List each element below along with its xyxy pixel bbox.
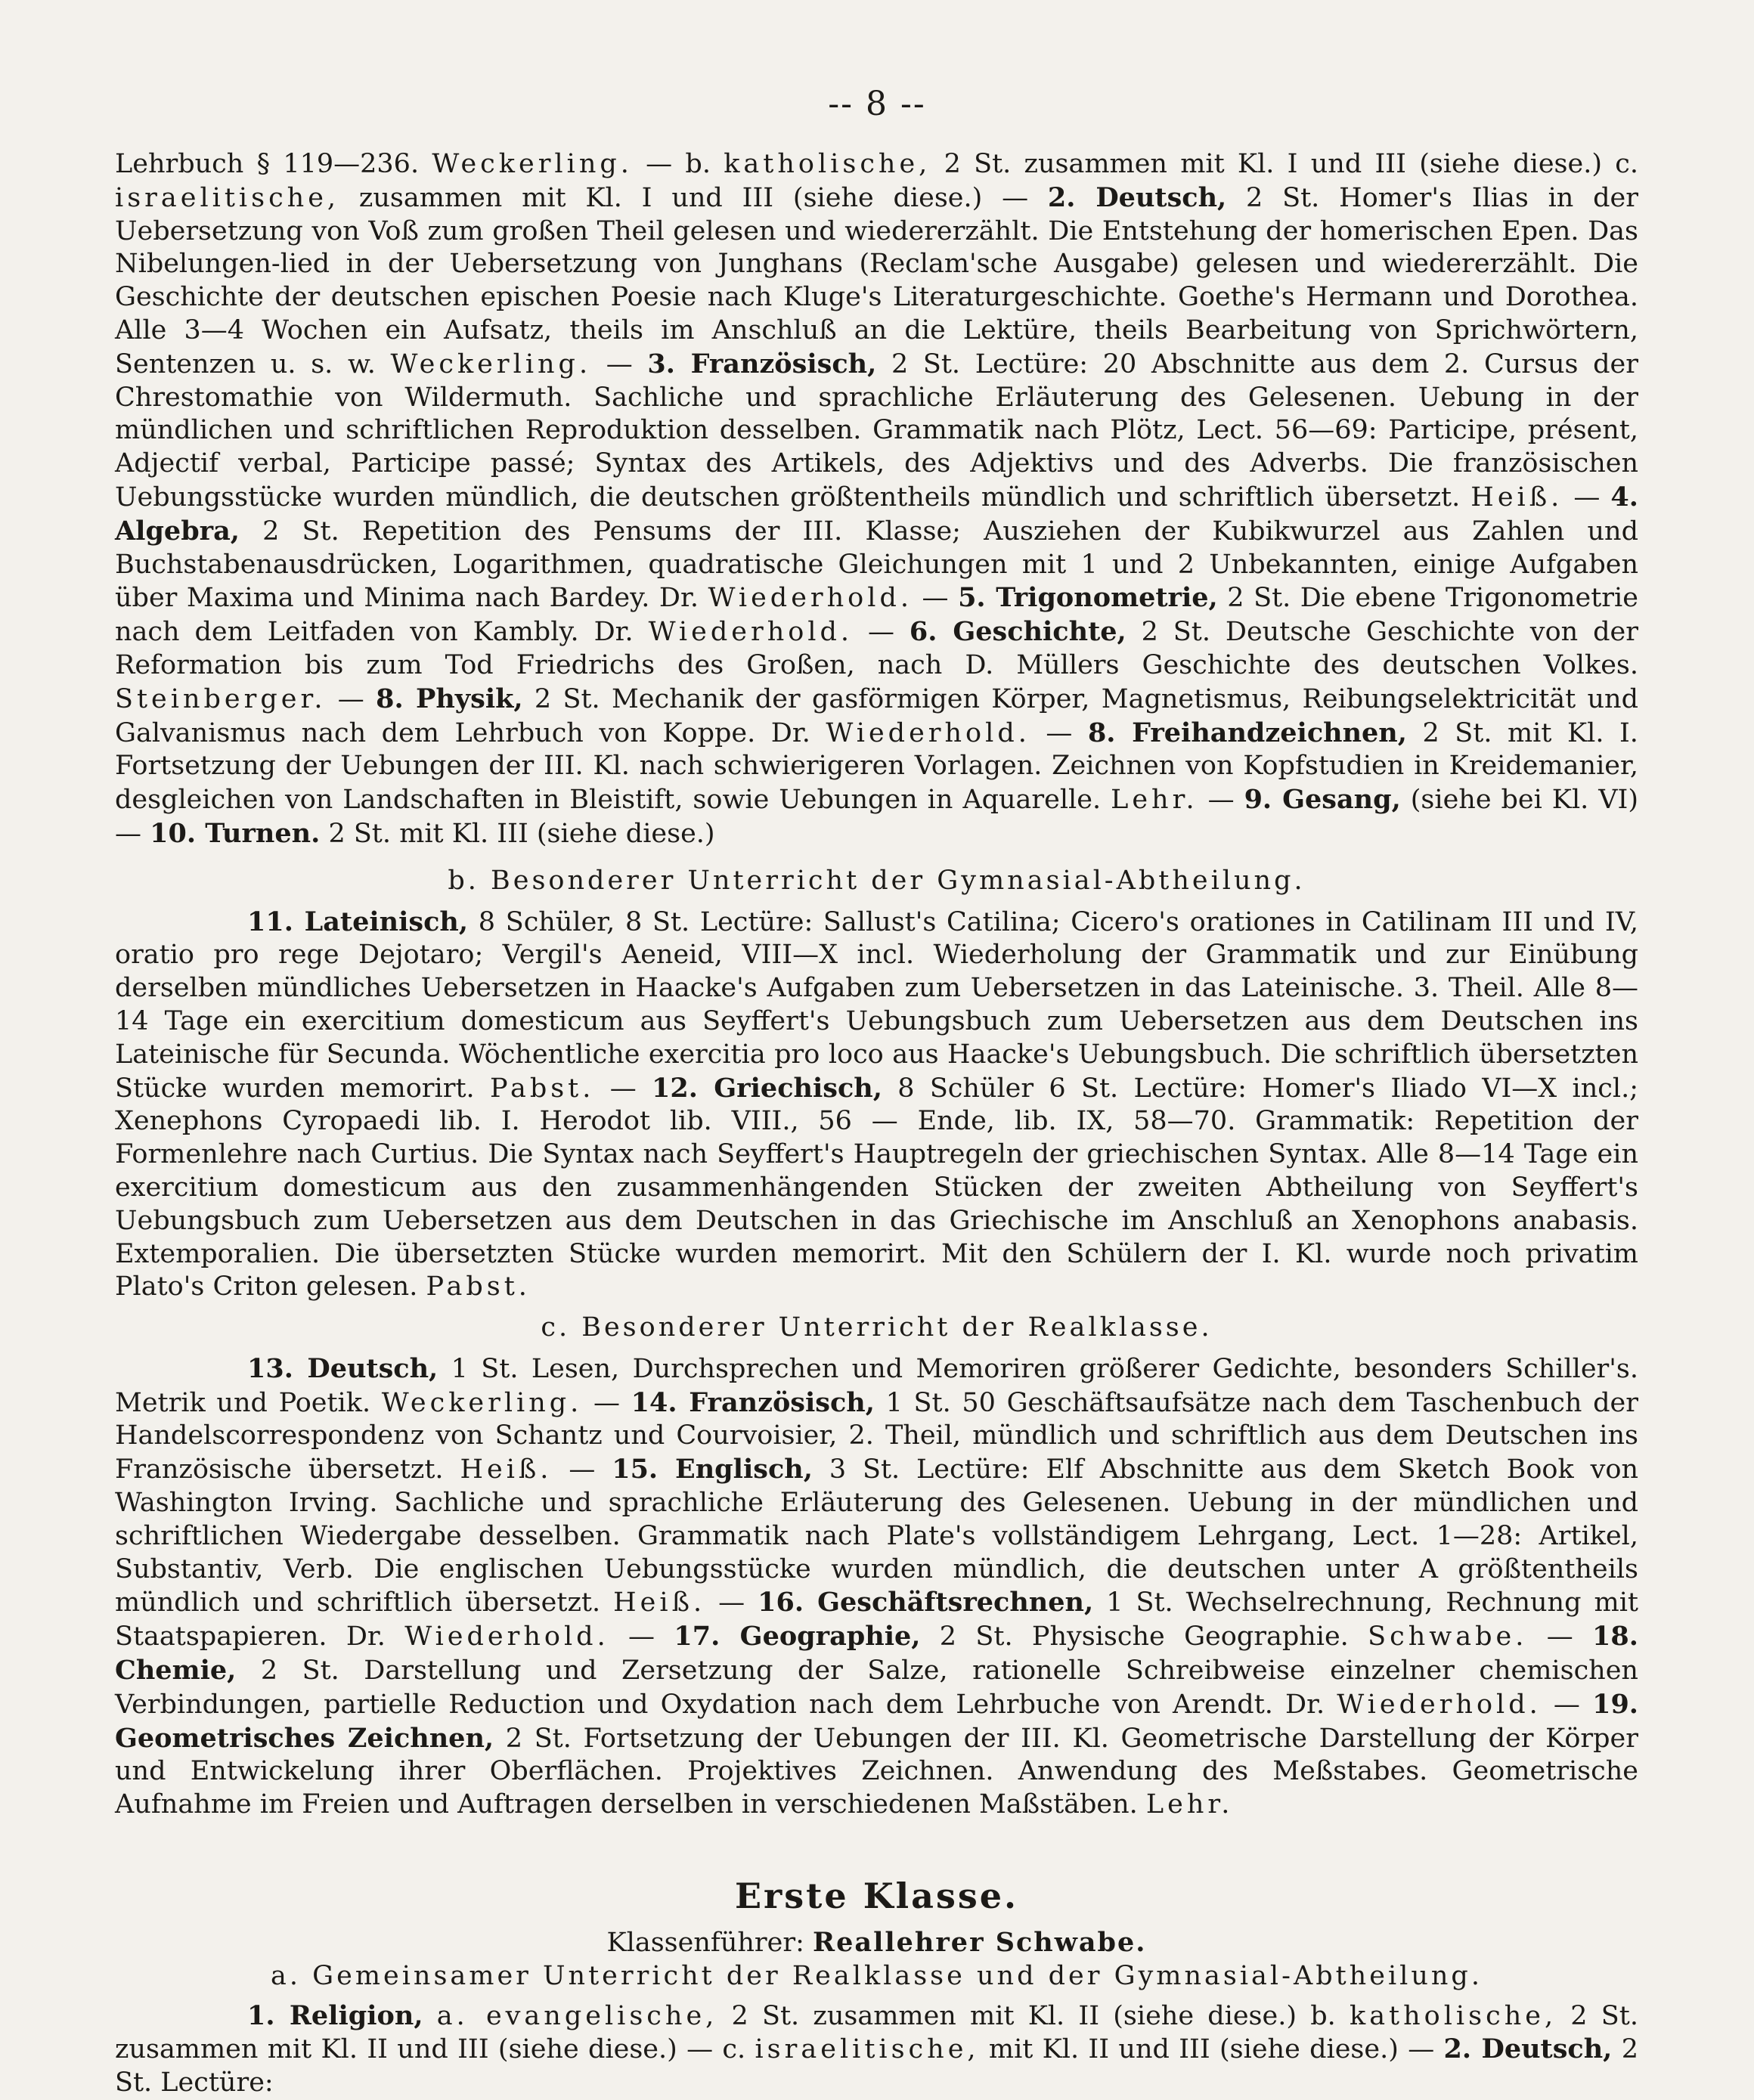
teacher-name: Wiederhold. bbox=[826, 717, 1030, 748]
class-title: Erste Klasse. bbox=[734, 1875, 1019, 1917]
paragraph-gymnasial bbox=[115, 906, 1638, 1305]
text-run: 3 St. Lectüre: Elf Abschnitte aus dem Sketch Book von Washington Irving. Sachliche und sprachliche Erläuterung des Gelesenen. Uebung in der mündlichen und schriftlichen Wiedergabe desselben. Grammatik nach Plate's vollständigem Lehrgang, Lect. 1—28: Artikel, Substantiv, Verb. Die englischen Uebungsstücke wurden mündlich, die deutschen unter A größtentheils mündlich und schriftlich übersetzt. bbox=[115, 1454, 1638, 1618]
text-run-spaced: israelitische, bbox=[755, 2034, 980, 2065]
subject-heading: 18. Chemie, bbox=[115, 1621, 1638, 1687]
text-run: 2 St. zusammen mit Kl. II (siehe diese.) b. bbox=[731, 2000, 1336, 2031]
text-run: 2 St. mit Kl. I. Fortsetzung der Uebungen der III. Kl. nach schwierigeren Vorlagen. Zeichnen von Kopfstudien in Kreidemanier, desgleichen von Landschaften in Bleistift, sowie Uebungen in Aquarelle. bbox=[115, 717, 1638, 816]
subject-heading: 1. Religion, bbox=[247, 1999, 423, 2031]
subject-heading: 12. Griechisch, bbox=[652, 1072, 882, 1104]
teacher-name: Steinberger. bbox=[115, 683, 327, 714]
text-run: 2 St. Repetition des Pensums der III. Klasse; Ausziehen der Kubikwurzel aus Zahlen und Buchstabenausdrücken, Logarithmen, quadratische Gleichungen mit 1 und 2 Unbekannten, einige Aufgaben über Maxima und Minima nach Bardey. Dr. bbox=[115, 516, 1638, 614]
text-run: mit Kl. II und III (siehe diese.) — bbox=[988, 2034, 1435, 2065]
text-run: — bbox=[593, 1387, 620, 1418]
text-run: — bbox=[922, 583, 949, 614]
text-run-spaced: katholische, bbox=[1349, 2000, 1557, 2031]
subject-heading: 17. Geographie, bbox=[674, 1621, 921, 1652]
subject-heading: 8. Freihandzeichnen, bbox=[1087, 717, 1407, 748]
section-heading-gemeinsam: a. Gemeinsamer Unterricht der Realklasse und der Gymnasial-Abtheilung. bbox=[271, 1960, 1483, 1991]
text-run: 2 St. Lectüre: bbox=[115, 2034, 1638, 2098]
subject-heading: 16. Geschäftsrechnen, bbox=[758, 1587, 1094, 1618]
text-run: — bbox=[867, 617, 894, 648]
text-run: 2 St. Deutsche Geschichte von der Reformation bis zum Tod Friedrichs des Großen, nach D. Müllers Geschichte des deutschen Volkes. bbox=[115, 617, 1638, 680]
class-leader bbox=[115, 1926, 1638, 1960]
text-run: 2 St. Fortsetzung der Uebungen der III. Kl. Geometrische Darstellung der Körper und Entwickelung ihrer Oberflächen. Projektives Zeichnen. Anwendung des Meßstabes. Geometrische Aufnahme im Freien und Auftragen derselben in verschiedenen Maßstäben. bbox=[115, 1723, 1638, 1820]
teacher-name: Wiederhold. bbox=[708, 583, 913, 614]
subject-heading: 2. Deutsch, bbox=[1047, 181, 1227, 213]
text-run: 2 St. Darstellung und Zersetzung der Salze, rationelle Schreibweise einzelner chemischen Verbindungen, partielle Reduction und Oxydation nach dem Lehrbuche von Arendt. Dr. bbox=[115, 1656, 1638, 1720]
subject-heading: 9. Gesang, bbox=[1244, 784, 1401, 816]
class-leader-name: Reallehrer Schwabe. bbox=[813, 1927, 1147, 1959]
subject-heading: 19. Geometrisches Zeichnen, bbox=[115, 1688, 1638, 1754]
text-run: — bbox=[628, 1621, 655, 1652]
text-run: — bbox=[569, 1454, 596, 1485]
subject-heading: 14. Französisch, bbox=[631, 1386, 875, 1418]
paragraph-erste-klasse bbox=[115, 1999, 1638, 2100]
section-heading-gymnasial: b. Besonderer Unterricht der Gymnasial-Abtheilung. bbox=[448, 865, 1306, 896]
subject-heading: 11. Lateinisch, bbox=[247, 906, 469, 937]
subject-heading: 13. Deutsch, bbox=[247, 1352, 438, 1384]
text-run-spaced: a. evangelische, bbox=[436, 2000, 718, 2031]
text-run: — bbox=[718, 1587, 745, 1618]
teacher-name: Weckerling. bbox=[381, 1387, 583, 1418]
teacher-name: Wiederhold. bbox=[648, 617, 854, 648]
text-run: — bbox=[1546, 1621, 1573, 1652]
text-run: 8 Schüler, 8 St. Lectüre: Sallust's Catilina; Cicero's orationes in Catilinam III und IV, oratio pro rege Dejotaro; Vergil's Aeneid, VIII—X incl. Wiederholung der Grammatik und zur Einübung derselben mündliches Uebersetzen in Haacke's Aufgaben zum Uebersetzen in das Lateinische. 3. Theil. Alle 8—14 Tage ein exercitium domesticum aus Seyffert's Uebungsbuch zum Uebersetzen aus dem Deutschen ins Lateinische für Secunda. Wöchentliche exercitia pro loco aus Haacke's Uebungsbuch. Die schriftlich übersetzten Stücke wurden memorirt. bbox=[115, 906, 1638, 1104]
text-run: 2 St. Physische Geographie. bbox=[939, 1621, 1349, 1652]
text-run: — bbox=[606, 348, 633, 379]
subject-heading: 6. Geschichte, bbox=[909, 616, 1126, 648]
teacher-name: Weckerling. bbox=[390, 348, 592, 379]
text-run: 2 St. Mechanik der gasförmigen Körper, Magnetismus, Reibungselektricität und Galvanismus nach dem Lehrbuch von Koppe. Dr. bbox=[115, 683, 1638, 748]
text-run: 8 Schüler 6 St. Lectüre: Homer's Iliado VI—X incl.; Xenephons Cyropaedi lib. I. Herodot lib. VIII., 56 — Ende, lib. IX, 58—70. Grammatik: Repetition der Formenlehre nach Curtius. Die Syntax nach Seyffert's Hauptregeln der griechischen Syntax. Alle 8—14 Tage ein exercitium domesticum aus den zusammenhängenden Stücken der zweiten Abtheilung von Seyffert's Uebungsbuch zum Uebersetzen aus dem Deutschen in das Griechische im Anschluß an Xenophons anabasis. Extemporalien. Die übersetzten Stücke wurden memorirt. Mit den Schülern der I. Kl. wurde noch privatim Plato's Criton gelesen. bbox=[115, 1073, 1638, 1302]
text-run: 2 St. Homer's Ilias in der Uebersetzung von Voß zum großen Theil gelesen und wiedererzählt. Die Entstehung der homerischen Epen. Das Nibelungen-lied in der Uebersetzung von Junghans (Reclam'sche Ausgabe) gelesen und wiedererzählt. Die Geschichte der deutschen epischen Poesie nach Kluge's Literaturgeschichte. Goethe's Hermann und Dorothea. Alle 3—4 Wochen ein Aufsatz, theils im Anschluß an die Lektüre, theils Bearbeitung von Sprichwörtern, Sentenzen u. s. w. bbox=[115, 182, 1638, 379]
subject-heading: 15. Englisch, bbox=[612, 1454, 813, 1485]
teacher-name: Heiß. bbox=[460, 1454, 553, 1485]
teacher-name: Wiederhold. bbox=[1337, 1689, 1542, 1720]
text-run: zusammen mit Kl. I und III (siehe diese.) — bbox=[358, 182, 1029, 213]
teacher-name: Weckerling. bbox=[432, 149, 633, 179]
teacher-name: Heiß. bbox=[613, 1587, 706, 1618]
subject-heading: 10. Turnen. bbox=[150, 817, 321, 849]
text-run: — bbox=[337, 683, 364, 714]
page-body bbox=[115, 148, 1638, 2100]
section-heading-realklasse: c. Besonderer Unterricht der Realklasse. bbox=[541, 1312, 1213, 1343]
text-run: — b. bbox=[646, 149, 711, 179]
subject-heading: 3. Französisch, bbox=[647, 348, 877, 379]
text-run: 1 St. Wechselrechnung, Rechnung mit Staatspapieren. Dr. bbox=[115, 1587, 1638, 1652]
text-run-spaced: katholische, bbox=[724, 149, 931, 179]
text-run: — bbox=[1553, 1689, 1580, 1720]
text-run: — bbox=[609, 1073, 637, 1104]
paragraph-realklasse bbox=[115, 1352, 1638, 1822]
teacher-name: Lehr. bbox=[1111, 785, 1198, 816]
teacher-name: Schwabe. bbox=[1368, 1621, 1528, 1652]
text-run: 2 St. Lectüre: 20 Abschnitte aus dem 2. Cursus der Chrestomathie von Wildermuth. Sachliche und sprachliche Erläuterung des Gelesenen. Uebung in der mündlichen und schriftlichen Reproduktion desselben. Grammatik nach Plötz, Lect. 56—69: Participe, présent, Adjectif verbal, Participe passé; Syntax des Artikels, des Adjektivs und des Adverbs. Die französischen Uebungsstücke wurden mündlich, die deutschen größtentheils mündlich und schriftlich übersetzt. bbox=[115, 348, 1638, 513]
subject-heading: 2. Deutsch, bbox=[1443, 2033, 1613, 2065]
text-run: — bbox=[1046, 717, 1073, 748]
text-run: 1 St. 50 Geschäftsaufsätze nach dem Taschenbuch der Handelscorrespondenz von Schantz und Courvoisier, 2. Theil, mündlich und schriftlich aus dem Deutschen ins Französische übersetzt. bbox=[115, 1387, 1638, 1485]
subject-heading: 8. Physik, bbox=[376, 683, 523, 714]
teacher-name: Pabst. bbox=[489, 1073, 595, 1104]
text-run: (siehe bei Kl. VI) — bbox=[115, 785, 1638, 849]
teacher-name: Heiß. bbox=[1470, 482, 1563, 513]
text-run: Lehrbuch § 119—236. bbox=[115, 149, 420, 179]
teacher-name: Wiederhold. bbox=[404, 1621, 609, 1652]
subject-heading: 4. Algebra, bbox=[115, 481, 1638, 547]
paragraph-common-instruction bbox=[115, 148, 1638, 851]
text-run: 2 St. mit Kl. III (siehe diese.) bbox=[328, 818, 715, 849]
teacher-name: Lehr. bbox=[1145, 1789, 1234, 1820]
text-run: — bbox=[1573, 482, 1601, 513]
text-run: 2 St. zusammen mit Kl. I und III (siehe diese.) c. bbox=[944, 149, 1638, 179]
text-run: 1 St. Lesen, Durchsprechen und Memoriren größerer Gedichte, besonders Schiller's. Metrik und Poetik. bbox=[115, 1353, 1638, 1418]
page-number: -- 8 -- bbox=[828, 85, 926, 123]
text-run-spaced: israelitische, bbox=[115, 182, 340, 213]
text-run: 2 St. zusammen mit Kl. II und III (siehe diese.) — c. bbox=[115, 2000, 1638, 2065]
teacher-name: Pabst. bbox=[426, 1271, 531, 1302]
subject-heading: 5. Trigonometrie, bbox=[958, 582, 1218, 614]
text-run: — bbox=[1207, 785, 1235, 816]
class-leader-label: Klassenführer: bbox=[606, 1928, 804, 1959]
text-run: 2 St. Die ebene Trigonometrie nach dem Leitfaden von Kambly. Dr. bbox=[115, 583, 1638, 648]
